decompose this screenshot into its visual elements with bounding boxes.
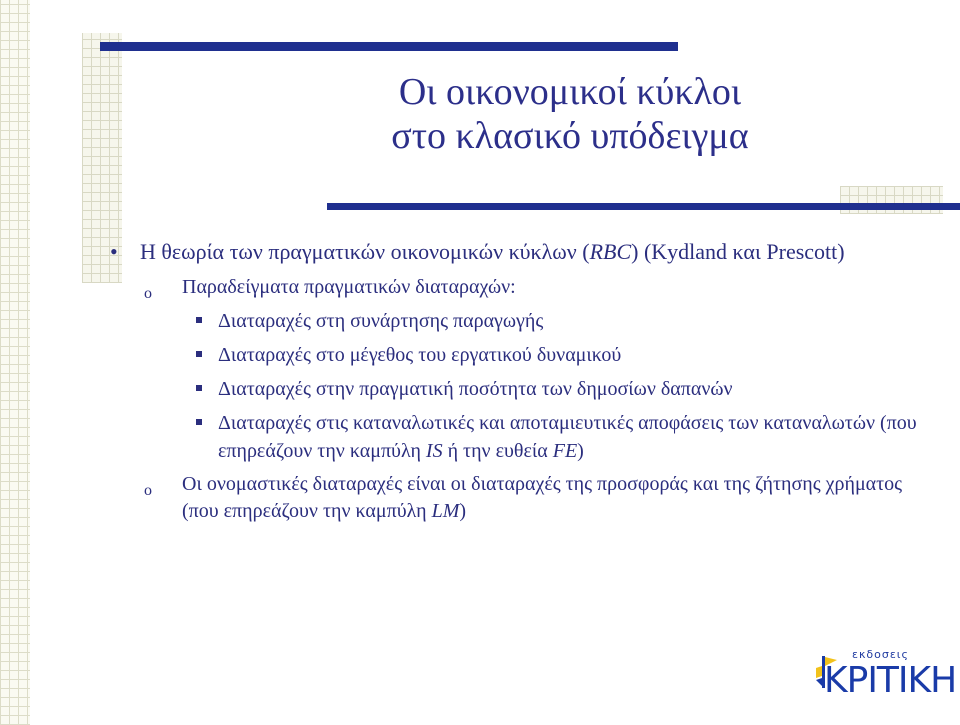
sub-bullet-text-end: ) [459,500,467,522]
bullet-rbc-theory [110,238,930,266]
sub-bullet-text: Παραδείγματα πραγματικών διαταραχών: [182,276,516,298]
list-item [110,409,930,465]
right-accent-bar [327,203,960,210]
list-item [110,341,930,369]
lm-curve-italic: LM [431,500,460,522]
list-item-text-end: ) [577,440,584,462]
list-item-text-mid: ή την ευθεία [442,440,553,462]
sub-bullet-examples [110,274,930,301]
logo-subtitle: εκδοσεις [852,648,909,661]
square-bullet-icon [196,317,202,323]
sub-bullet-text: Οι ονομαστικές διαταραχές είναι οι διαταραχές της προσφοράς και της ζήτησης χρήματος (που επηρεάζουν την καμπύλη [182,473,903,522]
title-line-2: στο κλασικό υπόδειγμα [391,115,749,157]
list-item [110,375,930,403]
list-item-text: Διαταραχές στην πραγματική ποσότητα των δημοσίων δαπανών [218,378,733,400]
publisher-logo [812,648,957,718]
fe-line-italic: FE [552,440,578,462]
top-accent-bar [100,42,678,51]
list-item-text: Διαταραχές στις καταναλωτικές και αποταμιευτικές αποφάσεις των καταναλωτών (που επηρεάζουν την καμπύλη [218,412,917,462]
bullet-dot-icon: • [110,239,118,264]
logo-wordmark: ΚΡΙΤΙΚΗ [824,660,957,701]
square-bullet-icon [196,419,202,425]
list-item [110,307,930,335]
rbc-italic: RBC [589,239,632,264]
is-curve-italic: IS [425,440,443,462]
list-item-text: Διαταραχές στη συνάρτησης παραγωγής [218,310,544,332]
title-line-1: Οι οικονομικοί κύκλοι [398,71,742,113]
left-texture-strip [0,0,30,725]
sub-bullet-o-icon: o [144,285,152,302]
slide-body [110,238,930,525]
bullet-text: Η θεωρία των πραγματικών οικονομικών κύκλων ( [140,239,590,264]
square-bullet-icon [196,385,202,391]
slide-title [300,70,840,158]
sub-bullet-o-icon: o [144,482,152,499]
list-item-text: Διαταραχές στο μέγεθος του εργατικού δυναμικού [218,344,622,366]
bullet-text-end: ) (Kydland και Prescott) [631,239,845,264]
sub-bullet-nominal [110,471,930,525]
square-bullet-icon [196,351,202,357]
